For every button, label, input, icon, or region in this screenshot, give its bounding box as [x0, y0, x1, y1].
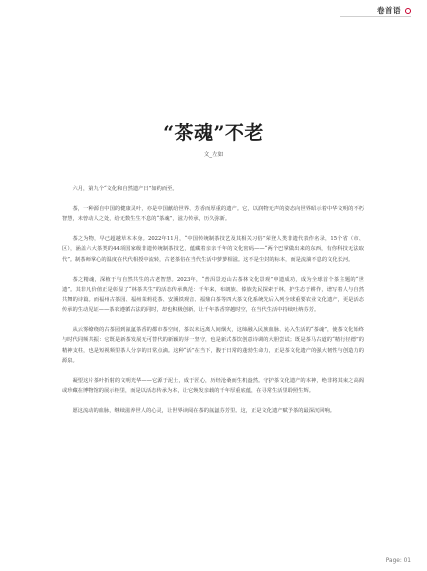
section-label: 卷首语 [377, 6, 401, 15]
page-number: Page: 01 [385, 558, 411, 564]
circle-icon [405, 8, 411, 14]
section-header [377, 5, 411, 16]
paragraph: 愿这流动的血脉，继续滋养世人的心灵，让世界读阅在茶的氤氲芬芳里。这，正是文化遗产赋予茶的最深沉回响。 [72, 408, 335, 415]
article-title: “茶魂”不老 [163, 122, 264, 144]
paragraph: 茶之精魂，深植于与自然共生的古老智慧。2023年，“普洱景迈山古茶林文化景观”申遗成功，成为全球首个茶主题的“世遗”。其非凡价值正是彰显了“林茶共生”的活态传承典范：千年来，布朗族、傣族先民探索于林，护生态于耕作，谱写着人与自然共舞的诗篇。而福州古茶园、福州茉莉花茶、安溪铁观音、福鼎白茶等四大茶文化系统先后入列全球重要农业文化遗产，更是活态传承的生动见证——茶农遵循古法的同时，却也积极创新，让千年茶香穿越时空，在当代生活中持续吐纳芬芳。 [62, 276, 364, 314]
article-author: 文_左如 [203, 152, 224, 158]
paragraph: 凝望这片茶叶折射的文明光华——它源于泥土，成于匠心，历经沧桑而生机盎然。守护茶文化遗产的本神，绝非将其束之高阁或珍藏在博物馆的展示柜里，而是以活态传承为本，让它焕发亲载的千年厚重底蕴，在寻常生活里聆照生辉。 [62, 377, 364, 395]
paragraph: 茶之为物，早已超越草木本身。2022年11月，“中国传统制茶技艺及其相关习俗”荣登人类非遗代表作名录，15个省（市、区），涵盖六大茶类的44项国家级非遗传统制茶技艺，蕴藏着亲亲千年的文化密码——“两个巴掌做出来的东西，有你科技无法取代”。制茶师掌心的温度在代代相授中流转，古老茶俗在当代生活中萝萝相滋。这不是尘封的标本，而是流淌不息的文化长河。 [62, 236, 364, 263]
paragraph: 六月，第九个“文化和自然遗产日”如约而至。 [72, 186, 178, 192]
article-body [62, 184, 364, 426]
header-divider [340, 16, 411, 17]
paragraph: 从云雾缭绕的古茶园到氤氲茶香的都市茶空间，茶以未远离人间烟火，这缔融入民族血脉、沁入生活的“茶魂”，使茶文化始终与时代同频共振：它既是新茶发展无可替代的新颖的芽一坚守，也是新式茶饮创意诗调的大胆尝试；既是茶马古道的“精行径德”的精神支柱，也是短视频里茶人分享的日常点滴。这种“活”在当下，馥于日常的蓬勃生命力，正是茶文化遗产的强大韧性与创造力的源泉。 [62, 327, 364, 364]
paragraph: 茶，一种源自中国的健康灵叶，亦是中国献给世界、芳香而厚重的遗产。它，以润物无声的姿态向世界昭示着中华文明的不朽智慧，未曾动人之处，给无数生生不息的“茶魂”，滋力传承，历久弥新。 [62, 206, 364, 223]
